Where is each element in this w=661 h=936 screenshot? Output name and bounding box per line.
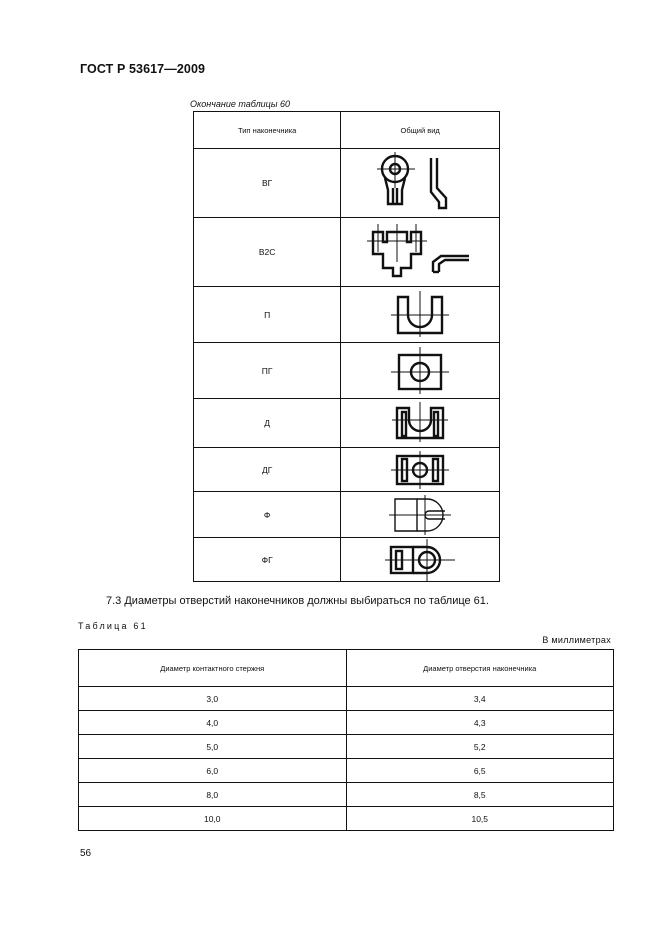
flag-ring-terminal-icon [385,539,455,581]
terminal-type-label: ФГ [194,538,341,582]
table-row [194,287,500,343]
terminal-type-label: Д [194,399,341,448]
terminal-type-label: ВГ [194,149,341,218]
table-row [194,538,500,582]
document-header: ГОСТ Р 53617—2009 [80,62,206,76]
page-number: 56 [80,848,92,859]
rod-diameter-cell: 5,0 [79,735,347,759]
rod-diameter-cell: 3,0 [79,687,347,711]
section-7-3-paragraph: 7.3 Диаметры отверстий наконечников должны выбираться по таблице 61. [106,595,489,607]
u-fork-terminal-icon [390,291,450,339]
terminal-type-label: П [194,287,341,343]
table-row [194,448,500,492]
double-u-fork-terminal-icon [392,402,448,444]
terminal-drawing-cell [341,538,500,582]
terminal-drawing-cell [341,287,500,343]
table-60-caption: Окончание таблицы 60 [190,99,290,109]
table-row [194,343,500,399]
hole-diameter-cell: 8,5 [346,783,614,807]
table-row [194,399,500,448]
hole-diameter-cell: 6,5 [346,759,614,783]
table-row [79,735,614,759]
terminal-type-label: ПГ [194,343,341,399]
flag-fork-terminal-icon [387,495,453,535]
table-row [194,492,500,538]
double-flat-ring-terminal-icon [391,451,449,489]
terminal-drawing-cell [341,218,500,287]
terminal-drawing-cell [341,399,500,448]
double-fork-terminal-icon [367,222,473,282]
rod-diameter-cell: 4,0 [79,711,347,735]
hole-diameter-cell: 4,3 [346,711,614,735]
table-row [79,711,614,735]
rod-diameter-cell: 6,0 [79,759,347,783]
units-label: В миллиметрах [542,635,611,645]
table-row [194,149,500,218]
table-row [194,218,500,287]
hole-diameter-cell: 5,2 [346,735,614,759]
terminal-drawing-cell [341,448,500,492]
column-header-type: Тип наконечника [194,112,341,149]
table-header-row [79,650,614,687]
terminal-type-label: В2С [194,218,341,287]
table-61-caption: Таблица 61 [78,621,148,631]
terminal-drawing-cell [341,492,500,538]
table-row [79,759,614,783]
terminal-type-label: Ф [194,492,341,538]
column-header-rod-diameter: Диаметр контактного стержня [79,650,347,687]
terminal-type-label: ДГ [194,448,341,492]
flat-ring-terminal-icon [390,347,450,395]
rod-diameter-cell: 10,0 [79,807,347,831]
ring-terminal-bent-icon [375,152,465,214]
terminal-drawing-cell [341,149,500,218]
rod-diameter-cell: 8,0 [79,783,347,807]
hole-diameter-cell: 10,5 [346,807,614,831]
column-header-hole-diameter: Диаметр отверстия наконечника [346,650,614,687]
column-header-view: Общий вид [341,112,500,149]
table-row [79,783,614,807]
table-row [79,687,614,711]
table-60 [193,111,500,582]
terminal-drawing-cell [341,343,500,399]
table-header-row [194,112,500,149]
hole-diameter-cell: 3,4 [346,687,614,711]
table-row [79,807,614,831]
table-61 [78,649,614,831]
